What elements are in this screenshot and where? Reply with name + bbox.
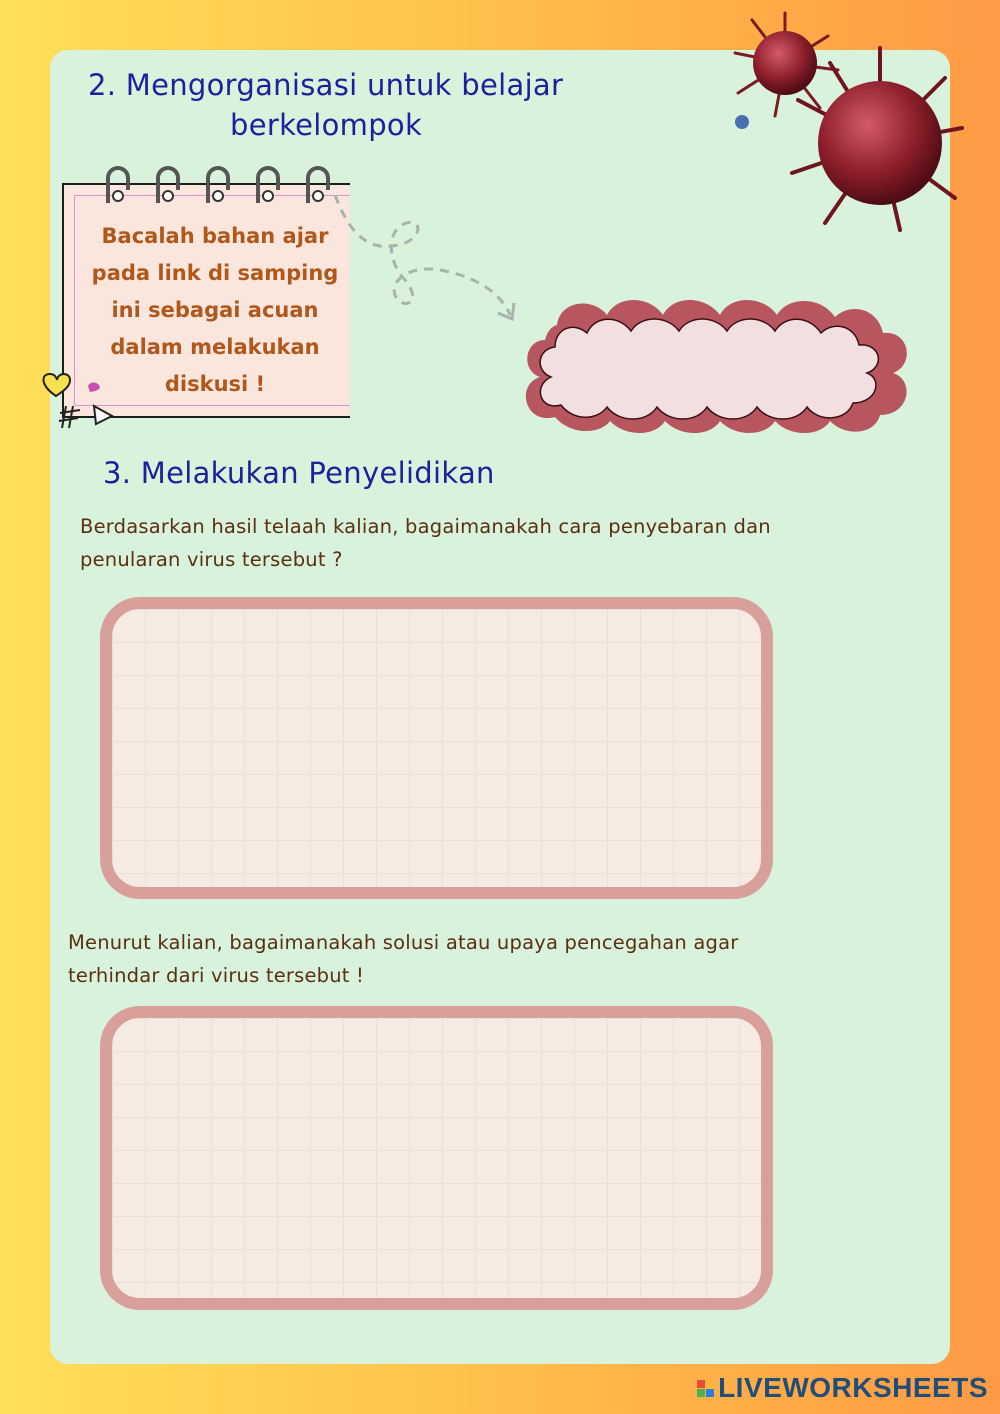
question-1-line: penularan virus tersebut ? xyxy=(80,548,343,571)
virus-icon xyxy=(730,8,970,238)
answer-1-textarea[interactable] xyxy=(100,597,773,899)
note-line: Bacalah bahan ajar xyxy=(101,224,329,248)
note-line: dalam melakukan xyxy=(110,335,320,359)
note-line: diskusi ! xyxy=(164,372,266,396)
section2-title-line2: berkelompok xyxy=(230,108,423,142)
question-1-line: Berdasarkan hasil telaah kalian, bagaimanakah cara penyebaran dan xyxy=(80,515,771,538)
answer-2-textarea[interactable] xyxy=(100,1006,773,1310)
section2-title-line1: 2. Mengorganisasi untuk belajar xyxy=(88,68,564,102)
link-cloud-field[interactable] xyxy=(515,285,920,440)
question-1 xyxy=(80,510,771,576)
notepad-instruction-text xyxy=(86,218,344,403)
question-2 xyxy=(68,926,738,992)
note-line: ini sebagai acuan xyxy=(111,298,319,322)
brand-text: LIVEWORKSHEETS xyxy=(718,1372,988,1403)
liveworksheets-logo-icon xyxy=(697,1380,714,1397)
heart-icon xyxy=(36,366,116,430)
question-2-line: Menurut kalian, bagaimanakah solusi atau upaya pencegahan agar xyxy=(68,931,739,954)
question-2-line: terhindar dari virus tersebut ! xyxy=(68,964,365,987)
section3-title: 3. Melakukan Penyelidikan xyxy=(103,456,495,490)
liveworksheets-brand[interactable] xyxy=(697,1372,988,1404)
note-line: pada link di samping xyxy=(91,261,339,285)
dashed-arrow-icon xyxy=(330,195,530,330)
spiral-ring-icon xyxy=(100,158,330,208)
